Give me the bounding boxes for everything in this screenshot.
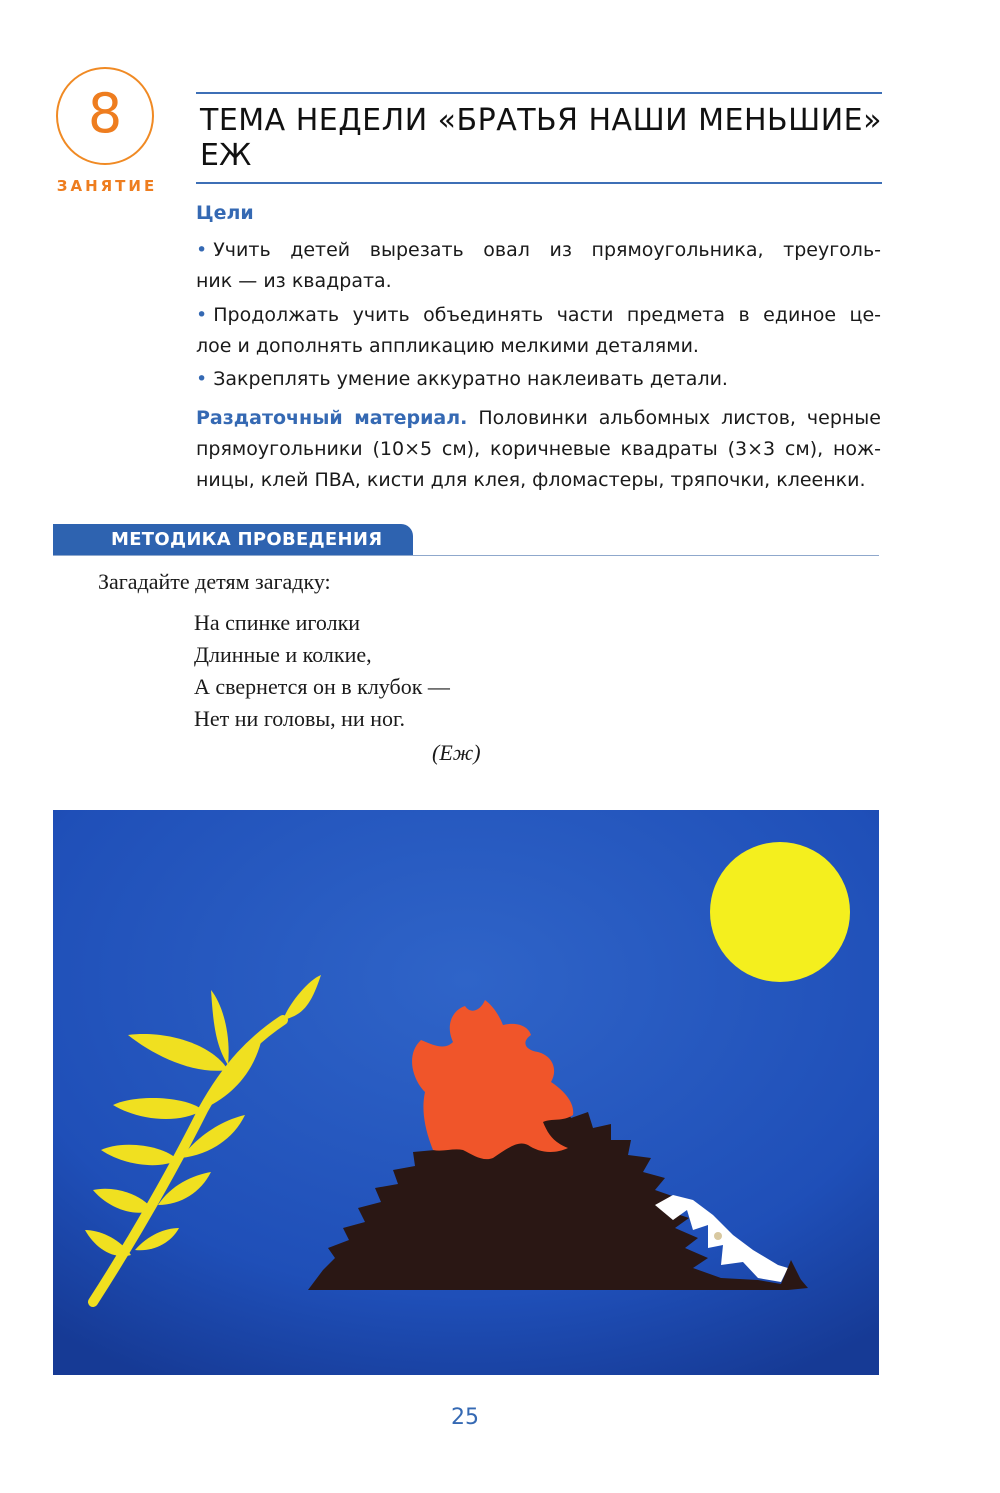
- bullet-icon: •: [196, 368, 208, 390]
- moon-icon: [710, 842, 850, 982]
- lesson-label: ЗАНЯТИЕ: [56, 177, 158, 195]
- material-line2: прямоугольники (10×5 см), коричневые квадраты (3×3 см), нож-: [196, 438, 881, 460]
- goal-item-1: [196, 235, 881, 297]
- page-number: 25: [451, 1405, 479, 1430]
- method-heading: МЕТОДИКА ПРОВЕДЕНИЯ: [111, 529, 383, 550]
- goal-item-2: [196, 300, 881, 362]
- hedgehog-eye-icon: [714, 1232, 722, 1240]
- lesson-number: 8: [87, 82, 123, 145]
- riddle-intro: Загадайте детям загадку:: [98, 569, 331, 594]
- hedgehog-applique-picture: [53, 810, 879, 1375]
- riddle-line-4: Нет ни головы, ни ног.: [194, 706, 406, 731]
- goal-item-3-line1: • Закреплять умение аккуратно наклеивать детали.: [196, 368, 728, 390]
- title-rule-bottom: [196, 182, 882, 184]
- lesson-number-badge: [56, 67, 154, 165]
- bullet-icon: •: [196, 239, 208, 261]
- page-subtitle: ЕЖ: [200, 138, 252, 173]
- material-label: Раздаточный материал.: [196, 407, 468, 429]
- handout-material: [196, 403, 881, 496]
- title-rule-top: [196, 92, 882, 94]
- material-line3: ницы, клей ПВА, кисти для клея, фломастеры, тряпочки, клеенки.: [196, 469, 866, 491]
- riddle-answer: (Еж): [432, 740, 481, 765]
- page-title: ТЕМА НЕДЕЛИ «БРАТЬЯ НАШИ МЕНЬШИЕ»: [200, 103, 882, 138]
- bullet-icon: •: [196, 304, 208, 326]
- riddle-line-3: А свернется он в клубок —: [194, 674, 450, 699]
- goal-item-2-line2: лое и дополнять аппликацию мелкими деталями.: [196, 335, 699, 357]
- riddle-line-1: На спинке иголки: [194, 610, 361, 635]
- riddle-line-2: Длинные и колкие,: [194, 642, 372, 667]
- goals-heading: Цели: [196, 202, 254, 224]
- material-line1: Раздаточный материал. Половинки альбомных листов, черные: [196, 407, 881, 429]
- goal-item-2-line1: • Продолжать учить объединять части предмета в единое це-: [196, 304, 881, 326]
- goal-item-3: [196, 364, 881, 395]
- goal-item-1-line1: • Учить детей вырезать овал из прямоугольника, треуголь-: [196, 239, 881, 261]
- goal-item-1-line2: ник — из квадрата.: [196, 270, 392, 292]
- method-rule: [53, 555, 879, 556]
